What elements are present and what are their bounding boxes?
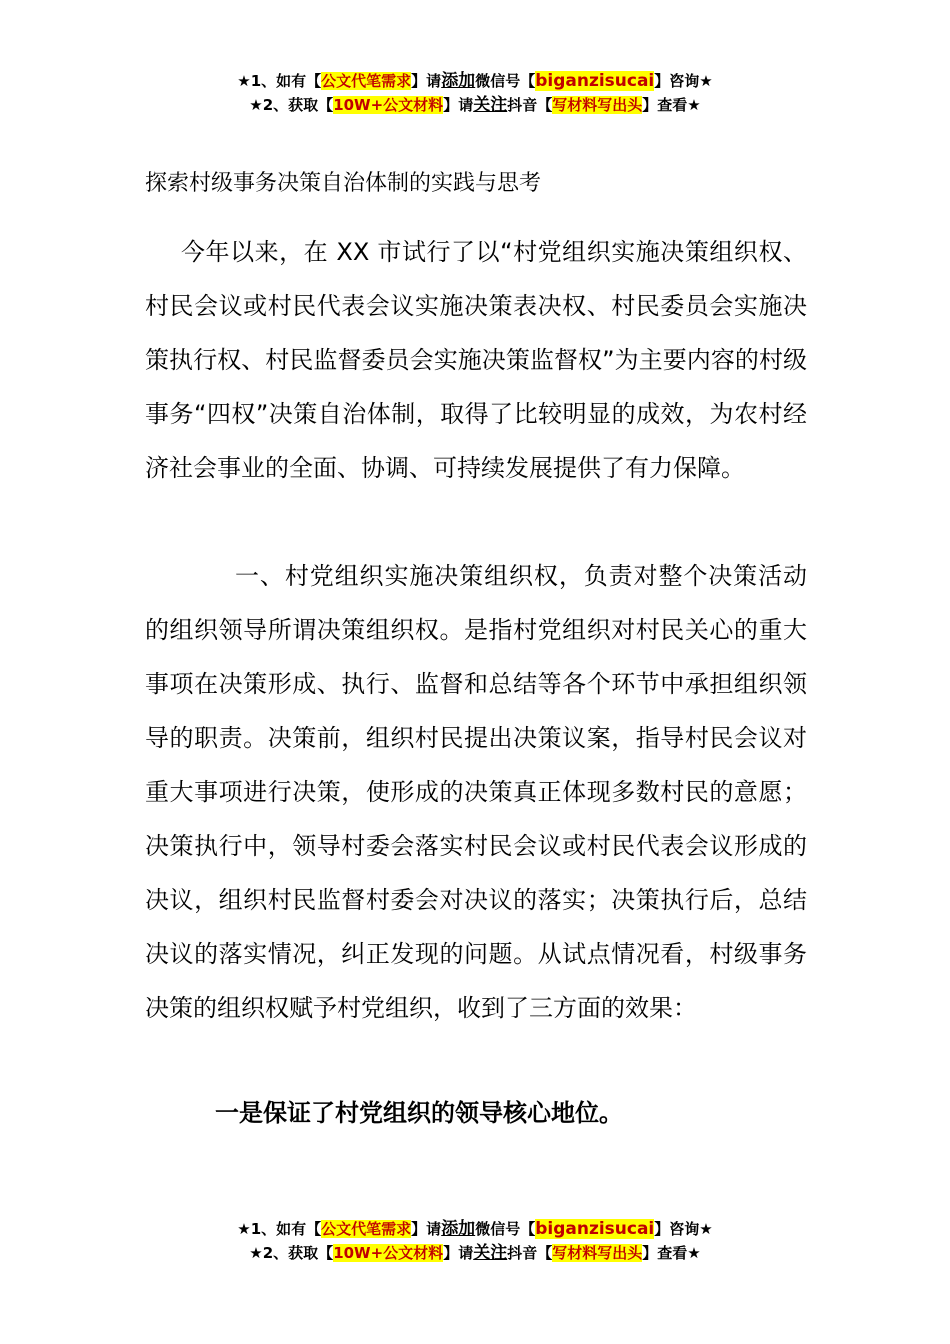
banner-highlight: 公文代笔需求: [321, 72, 412, 90]
banner-wechat-id: biganzisucai: [535, 1219, 655, 1239]
banner-emphasis: 关注: [473, 1243, 508, 1263]
banner-emphasis: 添加: [441, 1219, 476, 1239]
banner-text: ★2、获取【: [249, 96, 334, 114]
banner-douyin-id: 写材料写出头: [552, 96, 643, 114]
banner-line-1: [0, 69, 950, 93]
document-title: 探索村级事务决策自治体制的实践与思考: [145, 171, 542, 196]
banner-highlight: 公文代笔需求: [321, 1220, 412, 1238]
banner-emphasis: 添加: [441, 71, 476, 91]
banner-line-2: [0, 93, 950, 117]
banner-text: 抖音【: [507, 1244, 553, 1262]
banner-text: 】查看★: [642, 96, 701, 114]
banner-douyin-id: 写材料写出头: [552, 1244, 643, 1262]
banner-line-1: [0, 1217, 950, 1241]
banner-text: 】咨询★: [654, 72, 713, 90]
banner-highlight: 10W+公文材料: [333, 1244, 444, 1262]
banner-text: ★1、如有【: [237, 72, 322, 90]
banner-text: 微信号【: [475, 1220, 536, 1238]
bold-subheading: 一是保证了村党组织的领导核心地位。: [215, 1099, 623, 1127]
banner-highlight: 10W+公文材料: [333, 96, 444, 114]
banner-emphasis: 关注: [473, 95, 508, 115]
banner-text: 】请: [443, 96, 474, 114]
banner-text: 抖音【: [507, 96, 553, 114]
banner-text: ★1、如有【: [237, 1220, 322, 1238]
banner-text: 】请: [443, 1244, 474, 1262]
banner-text: 】咨询★: [654, 1220, 713, 1238]
banner-line-2: [0, 1241, 950, 1265]
footer-banner: [0, 1217, 950, 1265]
banner-text: 】请: [411, 72, 442, 90]
body-paragraph: 今年以来，在 XX 市试行了以“村党组织实施决策组织权、村民会议或村民代表会议实施决策表决权、村民委员会实施决策执行权、村民监督委员会实施决策监督权”为主要内容的村级事务“四权”决策自治体制，取得了比较明显的成效，为农村经济社会事业的全面、协调、可持续发展提供了有力保障。: [145, 238, 807, 482]
banner-text: 】请: [411, 1220, 442, 1238]
header-banner: [0, 69, 950, 117]
banner-text: 】查看★: [642, 1244, 701, 1262]
body-paragraph: 一、村党组织实施决策组织权，负责对整个决策活动的组织领导所谓决策组织权。是指村党组织对村民关心的重大事项在决策形成、执行、监督和总结等各个环节中承担组织领导的职责。决策前，组织村民提出决策议案，指导村民会议对重大事项进行决策，使形成的决策真正体现多数村民的意愿；决策执行中，领导村委会落实村民会议或村民代表会议形成的决议，组织村民监督村委会对决议的落实；决策执行后，总结决议的落实情况，纠正发现的问题。从试点情况看，村级事务决策的组织权赋予村党组织，收到了三方面的效果：: [145, 562, 807, 1022]
banner-wechat-id: biganzisucai: [535, 71, 655, 91]
banner-text: ★2、获取【: [249, 1244, 334, 1262]
banner-text: 微信号【: [475, 72, 536, 90]
